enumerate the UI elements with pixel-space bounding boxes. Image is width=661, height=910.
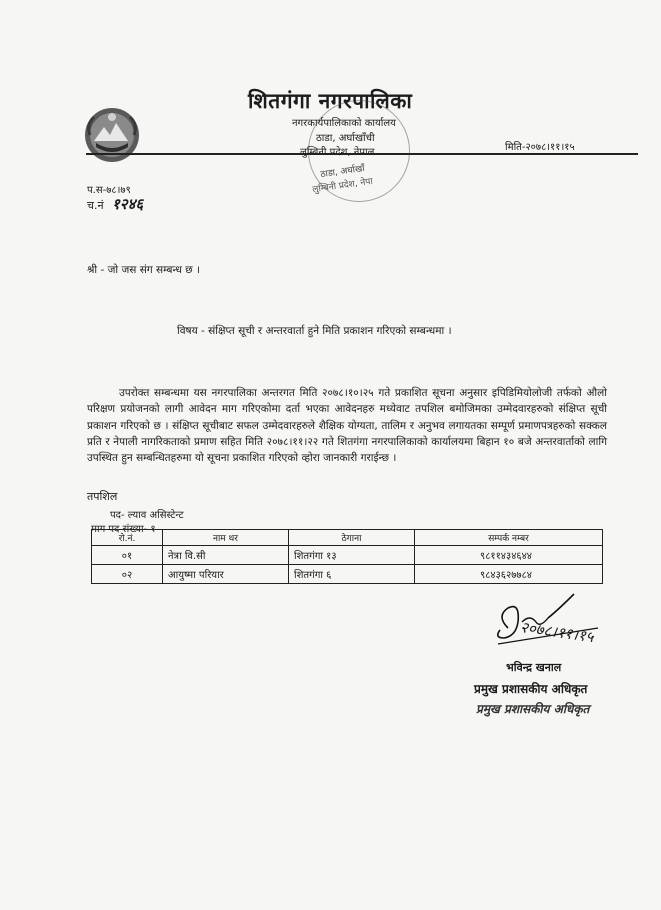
vacancy-count: माग पद संख्या- १ bbox=[91, 524, 156, 535]
signer-name: भविन्द्र खनाल bbox=[506, 661, 562, 674]
stamp-text-line2: लुम्बिनी प्रदेश, नेपा bbox=[311, 176, 374, 196]
tapasil-heading: तपशिल bbox=[87, 490, 118, 503]
header-phone: सम्पर्क नम्बर bbox=[415, 530, 603, 546]
table-row bbox=[92, 565, 603, 584]
candidate-table bbox=[91, 529, 603, 584]
table-header-row bbox=[92, 530, 603, 546]
cell-sn: ०१ bbox=[92, 546, 163, 565]
cell-address: शितगंगा १३ bbox=[289, 546, 415, 565]
chalani-label: च.नं bbox=[87, 199, 104, 212]
office-district: ठाडा, अर्घाखाँची bbox=[316, 133, 375, 144]
office-name: नगरकार्यपालिकाको कार्यालय bbox=[292, 118, 396, 129]
cell-name: नेत्रा वि.सी bbox=[163, 546, 289, 565]
body-paragraph bbox=[87, 385, 607, 466]
cell-sn: ०२ bbox=[92, 565, 163, 584]
nepal-emblem-icon bbox=[82, 105, 142, 165]
cell-phone: ९८४३६२७७८४ bbox=[415, 565, 603, 584]
table-row bbox=[92, 546, 603, 565]
body-text: उपरोक्त सम्बन्धमा यस नगरपालिका अन्तरगत मिति २०७८।१०।२५ गते प्रकाशित सूचना अनुसार इपिडिमियोलोजी तर्फको औलो परिक्षण प्रयोजनको लागी आवेदन माग गरिएकोमा दर्ता भएका आवेदनहरु मध्येवाट तपशिल बमोजिमका उम्मेदवारहरुको संक्षिप्त सूची प्रकाशन गरिएको छ । संक्षिप्त सूचीबाट सफल उम्मेदवारहरुले शैक्षिक योग्यता, तालिम र अनुभव लगायतका सम्पूर्ण प्रमाणपत्रहरुको सक्कल प्रति र नेपाली नागरिकताको प्रमाण सहित मिति २०७८।११।२२ गते शितगंगा नगरपालिकाको कार्यालयमा बिहान १० बजे अन्तरवार्ताको लागि उपस्थित हुन सम्बन्धितहरुमा यो सूचना प्रकाशित गरिएको व्होरा जानकारी गराईन्छ । bbox=[87, 387, 607, 465]
cell-phone: ९८११४३४६४४ bbox=[415, 546, 603, 565]
subject-line: विषय - संक्षिप्त सूची र अन्तरवार्ता हुने मिति प्रकाशन गरिएको सम्बन्धमा । bbox=[177, 325, 452, 337]
addressee: श्री - जो जस संग सम्बन्ध छ । bbox=[87, 264, 200, 276]
header-sn: रो.नं. bbox=[92, 530, 163, 546]
cell-address: शितगंगा ६ bbox=[289, 565, 415, 584]
patra-sankhya: प.स-७८।७९ bbox=[87, 185, 131, 196]
municipality-title: शितगंगा नगरपालिका bbox=[248, 89, 413, 113]
signer-designation: प्रमुख प्रशासकीय अधिकृत bbox=[474, 682, 588, 696]
letter-date: मिति-२०७८।११।१५ bbox=[505, 142, 575, 153]
signature-date: २०७८।११।१५ bbox=[519, 617, 595, 647]
post-title: पद- ल्याव असिस्टेन्ट bbox=[110, 510, 184, 521]
cell-name: आयुष्मा परियार bbox=[163, 565, 289, 584]
header-address: ठेगाना bbox=[289, 530, 415, 546]
header-name: नाम थर bbox=[163, 530, 289, 546]
chalani-number: १२४६ bbox=[112, 195, 144, 213]
designation-stamp: प्रमुख प्रशासकीय अधिकृत bbox=[476, 702, 590, 716]
stamp-text-line1: ठाडा, अर्घाखाँ bbox=[319, 163, 366, 181]
